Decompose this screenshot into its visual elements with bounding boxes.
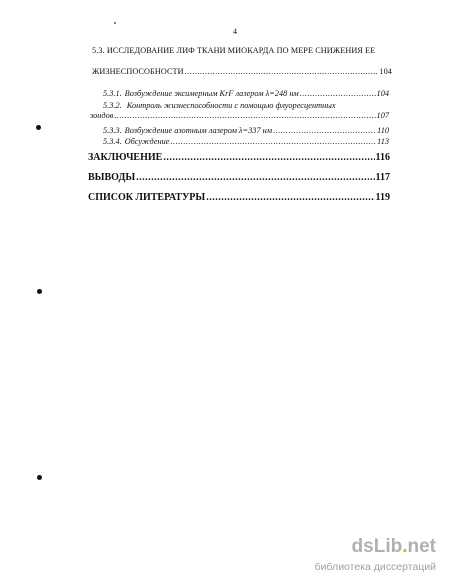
binder-hole-mark [37, 289, 42, 294]
leader-dots [206, 192, 374, 203]
watermark-logo [352, 536, 436, 558]
page-number: 4 [233, 27, 237, 36]
toc-subsection-entry [103, 126, 389, 135]
watermark-logo-suffix: net [407, 536, 436, 557]
toc-subsection-page: 113 [377, 137, 389, 146]
binder-hole-mark [36, 125, 41, 130]
toc-section-number: 5.3. [92, 46, 105, 55]
toc-subsection-entry [90, 101, 389, 120]
toc-subsection-number: 5.3.3. [103, 126, 122, 135]
toc-subsection-entry [103, 137, 389, 146]
toc-main-page: 116 [375, 152, 390, 163]
leader-dots [114, 111, 375, 120]
toc-main-entry [88, 172, 390, 183]
toc-main-page: 117 [375, 172, 390, 183]
toc-main-entry [88, 192, 390, 203]
toc-main-title: ВЫВОДЫ [88, 172, 136, 183]
toc-main-entry [88, 152, 390, 163]
toc-section-entry [92, 46, 392, 76]
toc-section-title-line1: ИССЛЕДОВАНИЕ ЛИФ ТКАНИ МИОКАРДА ПО МЕРЕ СНИЖЕНИЯ ЕЕ [106, 46, 376, 55]
toc-subsection-title-cont: зондов [90, 111, 114, 120]
toc-subsection-title: Возбуждение эксимерным KrF лазером λ=248 нм [124, 89, 299, 98]
watermark-logo-dot: . [402, 536, 408, 557]
toc-section-title-line2: ЖИЗНЕСПОСОБНОСТИ [92, 67, 184, 76]
watermark-caption: библиотека диссертаций [314, 561, 436, 573]
binder-hole-mark [37, 475, 42, 480]
toc-subsection-entry [103, 89, 389, 98]
toc-subsection-title: Возбуждение азотным лазером λ=337 нм [124, 126, 273, 135]
toc-subsection-title: Обсуждение [124, 137, 170, 146]
toc-main-title: СПИСОК ЛИТЕРАТУРЫ [88, 192, 206, 203]
toc-subsection-number: 5.3.1. [103, 89, 122, 98]
watermark-logo-prefix: dsLib [351, 536, 403, 557]
leader-dots [300, 89, 376, 98]
leader-dots [136, 172, 374, 183]
toc-section-page: 104 [379, 67, 392, 76]
toc-main-page: 119 [375, 192, 390, 203]
toc-subsection-page: 110 [377, 126, 389, 135]
scan-speck [114, 22, 116, 24]
leader-dots [185, 67, 379, 76]
leader-dots [163, 152, 374, 163]
toc-subsection-title: Контроль жизнеспособности с помощью флуоресцентных [126, 101, 336, 110]
leader-dots [170, 137, 376, 146]
toc-subsection-number: 5.3.2. [103, 101, 122, 110]
toc-subsection-page: 107 [376, 111, 389, 120]
toc-subsection-number: 5.3.4. [103, 137, 122, 146]
leader-dots [273, 126, 376, 135]
toc-subsection-page: 104 [376, 89, 389, 98]
toc-main-title: ЗАКЛЮЧЕНИЕ [88, 152, 163, 163]
